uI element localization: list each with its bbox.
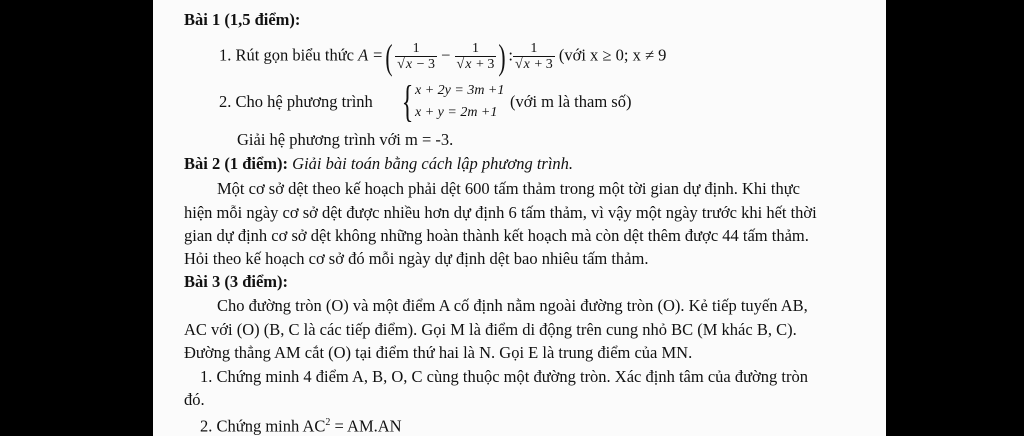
bai3-q1-line2: đó. — [184, 390, 205, 409]
colon-sign: : — [508, 45, 513, 65]
bai3-line-3: Đường thẳng AM cắt (O) tại điểm thứ hai là N. Gọi E là trung điểm của MN. — [184, 343, 693, 362]
document-page — [153, 0, 886, 436]
bai3-q2-suffix: = AM.AN — [330, 416, 402, 436]
bai3-q2-sup: 2 — [325, 417, 331, 428]
bai1-q1-label: 1. Rút gọn biểu thức — [219, 45, 354, 65]
bai1-title: Bài 1 (1,5 điểm): — [184, 10, 301, 29]
bai3-title: Bài 3 (3 điểm): — [184, 272, 289, 291]
bai3-q1-line1: 1. Chứng minh 4 điểm A, B, O, C cùng thuộc một đường tròn. Xác định tâm của đường tròn — [200, 367, 808, 386]
condition: (với x ≥ 0; x ≠ 9 — [558, 45, 667, 65]
bai2-line-1: Một cơ sở dệt theo kế hoạch phải dệt 600 tấm thảm trong một tời gian dự định. Khi thực — [217, 179, 800, 198]
bai1-q2-note: (với m là tham số) — [510, 92, 632, 111]
system-brace: { — [401, 77, 414, 126]
fraction-2: $\frac{1}{√x + 3}$ — [456, 41, 495, 72]
expr-lhs: A = — [358, 45, 384, 65]
bai2-subtitle: Giải bài toán bằng cách lập phương trình. — [292, 154, 574, 173]
system-eq2: x + y = 2m +1 — [415, 105, 498, 120]
close-paren: ) — [498, 36, 506, 77]
bai2-title: Bài 2 (1 điểm): — [184, 154, 289, 173]
bai1-q1 — [219, 36, 667, 77]
bai1-q2-label: 2. Cho hệ phương trình — [219, 92, 373, 111]
bai3-q2 — [200, 413, 402, 436]
bai2-line-3: gian dự định cơ sở dệt không những hoàn thành kết hoạch mà còn dệt thêm được 44 tấm thảm. — [184, 226, 809, 245]
bai1-q2-solve: Giải hệ phương trình với m = -3. — [237, 130, 454, 149]
bai2-line-2: hiện mỗi ngày cơ sở dệt được nhiều hơn dự định 6 tấm thảm, vì vậy một ngày trước khi hết thời — [184, 203, 817, 222]
bai2-heading — [184, 154, 573, 174]
bai2-line-4: Hỏi theo kế hoạch cơ sở đó mỗi ngày dự định dệt bao nhiêu tấm thảm. — [184, 249, 649, 268]
bai3-q2-prefix: 2. Chứng minh AC — [200, 416, 326, 436]
system-eq1: x + 2y = 3m +1 — [415, 83, 505, 98]
bai3-line-1: Cho đường tròn (O) và một điểm A cố định nằm ngoài đường tròn (O). Kẻ tiếp tuyến AB, — [217, 296, 808, 315]
minus-sign: − — [441, 45, 451, 65]
fraction-3: $\frac{1}{√x + 3}$ — [514, 41, 553, 72]
bai3-line-2: AC với (O) (B, C là các tiếp điểm). Gọi M là điểm di động trên cung nhỏ BC (M khác B, C). — [184, 320, 797, 339]
fraction-1: $\frac{1}{√x - 3}$ — [397, 41, 435, 72]
open-paren: ( — [385, 36, 393, 77]
